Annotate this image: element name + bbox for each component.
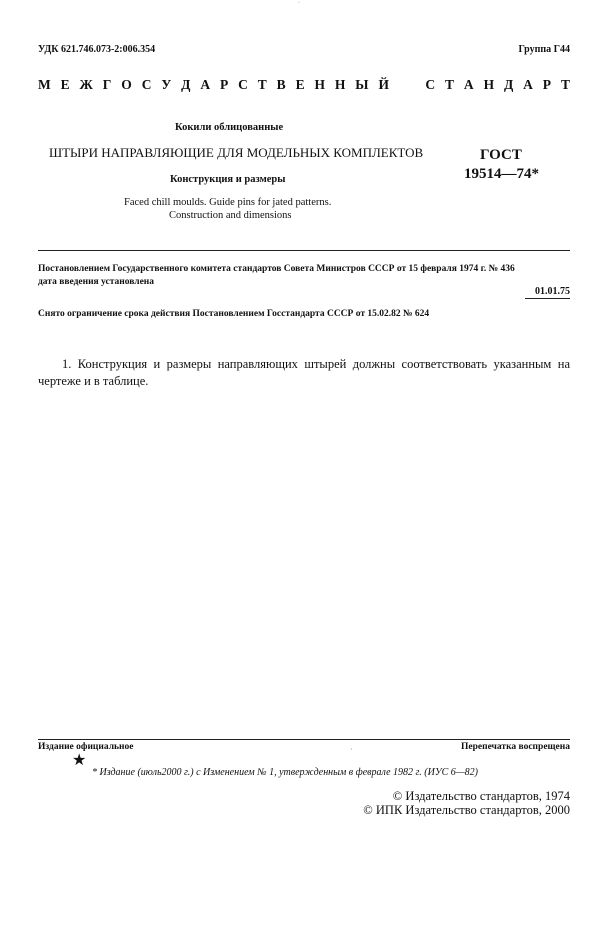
banner-letter: Е <box>295 77 305 92</box>
banner-letter: М <box>38 77 51 92</box>
banner-letter: А <box>200 77 211 92</box>
banner-letter: Н <box>483 77 495 92</box>
group-code: Группа Г44 <box>518 44 570 55</box>
banner-letter: Д <box>503 77 514 92</box>
banner-letter: С <box>425 77 436 92</box>
official-edition-label: Издание официальное <box>38 742 134 752</box>
banner-letter: В <box>276 77 286 92</box>
title-line-1: Кокили облицованные <box>175 122 284 133</box>
banner-letter <box>412 77 415 93</box>
paragraph-1: 1. Конструкция и размеры направляющих штырей должны соответствовать указанным на чертеже и в таблице. <box>38 357 570 388</box>
banner-letter: А <box>463 77 474 92</box>
udk-code: УДК 621.746.073-2:006.354 <box>38 44 156 55</box>
banner-letter: Й <box>378 77 389 92</box>
edition-note: * Издание (июль2000 г.) с Изменением № 1, утвержденным в феврале 1982 г. (ИУС 6—82) <box>92 767 478 778</box>
english-title-line-2: Construction and dimensions <box>169 210 292 221</box>
banner-letter: С <box>141 77 152 92</box>
banner-letter: Т <box>445 77 455 92</box>
banner-letter: Т <box>560 77 570 92</box>
interstate-standard-banner <box>38 77 570 93</box>
decree-line-1: Постановлением Государственного комитета стандартов Совета Министров СССР от 15 февраля 1974 г. № 436 <box>38 264 515 274</box>
scan-speck: · <box>298 0 300 6</box>
banner-letter: Ж <box>79 77 93 92</box>
reprint-prohibited-label: Перепечатка воспрещена <box>460 742 570 752</box>
banner-letter: Н <box>334 77 346 92</box>
banner-letter: Г <box>102 77 112 92</box>
english-title-line-1: Faced chill moulds. Guide pins for jated patterns. <box>124 197 332 208</box>
title-line-3: Конструкция и размеры <box>170 174 286 185</box>
banner-letter: С <box>238 77 248 92</box>
introduction-date: 01.01.75 <box>535 286 570 297</box>
banner-letter: О <box>121 77 132 92</box>
date-underline <box>525 298 570 299</box>
copyright-1: © Издательство стандартов, 1974 <box>392 789 570 803</box>
banner-letter: Н <box>314 77 325 92</box>
restriction-removed-note: Снято ограничение срока действия Постановлением Госстандарта СССР от 15.02.82 № 624 <box>38 309 430 319</box>
gost-number: 19514—74* <box>464 166 539 182</box>
banner-letter: Т <box>257 77 267 92</box>
title-line-2: ШТЫРИ НАПРАВЛЯЮЩИЕ ДЛЯ МОДЕЛЬНЫХ КОМПЛЕКТОВ <box>49 145 424 160</box>
banner-letter: У <box>161 77 172 92</box>
banner-letter: Р <box>219 77 229 92</box>
scan-dot: · <box>350 745 353 754</box>
banner-letter: Ы <box>355 77 369 92</box>
banner-letter <box>399 77 402 93</box>
banner-letter: Д <box>181 77 191 92</box>
star-icon: ★ <box>72 752 87 769</box>
copyright-2: © ИПК Издательство стандартов, 2000 <box>363 803 570 817</box>
banner-letter: Е <box>60 77 70 92</box>
decree-line-2: дата введения установлена <box>38 277 155 287</box>
footer-divider <box>38 739 570 740</box>
banner-letter: Р <box>542 77 552 92</box>
gost-label: ГОСТ <box>480 147 522 163</box>
title-divider <box>38 250 570 251</box>
banner-letter: А <box>523 77 533 92</box>
